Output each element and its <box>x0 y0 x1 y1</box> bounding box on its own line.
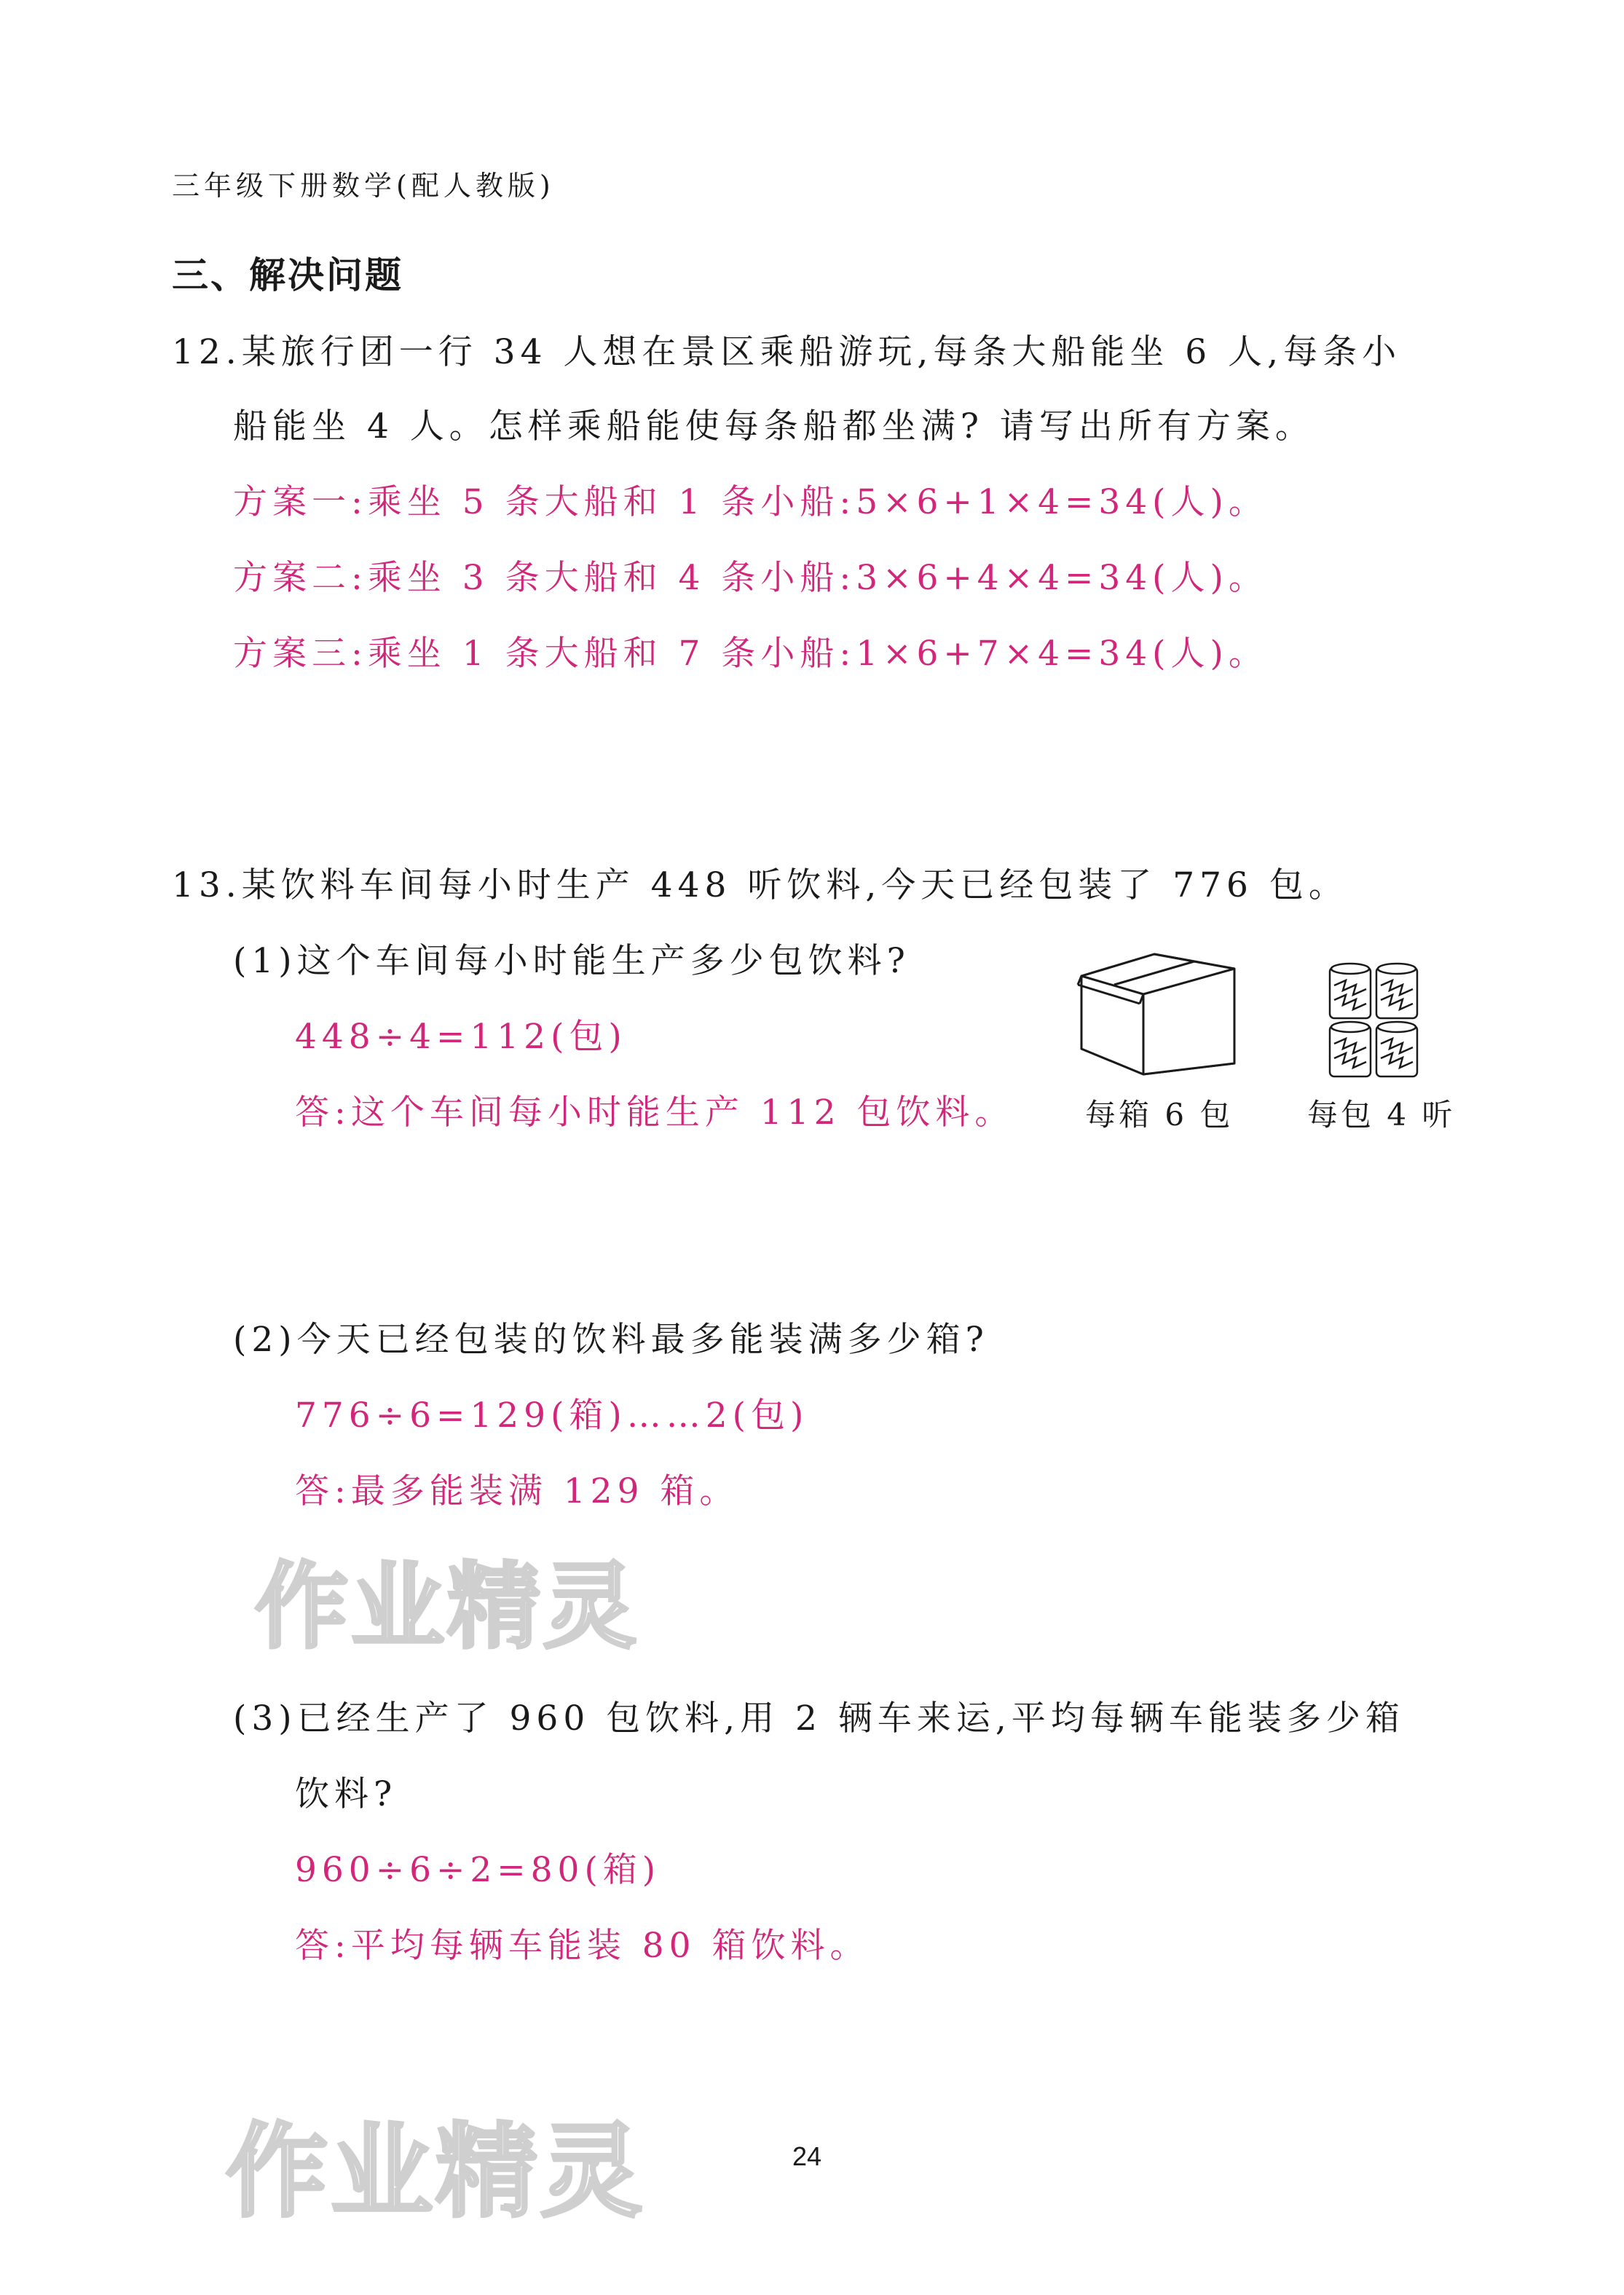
q13-sub3-answer: 答:平均每辆车能装 80 箱饮料。 <box>295 1926 870 1966</box>
q12-answer-1: 方案一:乘坐 5 条大船和 1 条小船:5×6+1×4=34(人)。 <box>233 482 1268 522</box>
q13-sub1-answer: 答:这个车间每小时能生产 112 包饮料。 <box>295 1093 1014 1133</box>
q13-sub3-question-line2: 饮料? <box>295 1774 398 1814</box>
can-caption: 每包 4 听 <box>1307 1097 1456 1133</box>
box-caption: 每箱 6 包 <box>1085 1097 1234 1133</box>
q13-sub3-question-line1: (3)已经生产了 960 包饮料,用 2 辆车来运,平均每辆车能装多少箱 <box>233 1698 1405 1739</box>
q13-stem: 13.某饮料车间每小时生产 448 听饮料,今天已经包装了 776 包。 <box>172 865 1348 905</box>
q13-sub2-answer: 答:最多能装满 129 箱。 <box>295 1471 739 1511</box>
q13-sub2-question: (2)今天已经包装的饮料最多能装满多少箱? <box>233 1320 989 1360</box>
svg-text:作业精灵: 作业精灵 <box>255 1553 640 1661</box>
box-icon <box>1071 940 1245 1085</box>
q12-answer-3: 方案三:乘坐 1 条大船和 7 条小船:1×6+7×4=34(人)。 <box>233 634 1268 674</box>
svg-text:作业精灵: 作业精灵 <box>226 2113 646 2232</box>
section-title: 三、解决问题 <box>172 254 403 296</box>
page-number: 24 <box>792 2141 822 2171</box>
q13-sub2-calc: 776÷6=129(箱)……2(包) <box>295 1395 809 1436</box>
q13-sub1-question: (1)这个车间每小时能生产多少包饮料? <box>233 941 910 981</box>
watermark-logo-bottom <box>218 2098 655 2236</box>
q13-sub1-calc: 448÷4=112(包) <box>295 1017 627 1057</box>
q12-line1: 12.某旅行团一行 34 人想在景区乘船游玩,每条大船能坐 6 人,每条小 <box>172 332 1402 372</box>
q13-sub3-calc: 960÷6÷2=80(箱) <box>295 1850 661 1890</box>
page-header: 三年级下册数学(配人教版) <box>172 170 555 202</box>
q12-answer-2: 方案二:乘坐 3 条大船和 4 条小船:3×6+4×4=34(人)。 <box>233 558 1268 598</box>
cans-icon <box>1324 960 1433 1084</box>
q12-line2: 船能坐 4 人。怎样乘船能使每条船都坐满? 请写出所有方案。 <box>233 406 1314 446</box>
watermark-logo <box>248 1544 655 1668</box>
